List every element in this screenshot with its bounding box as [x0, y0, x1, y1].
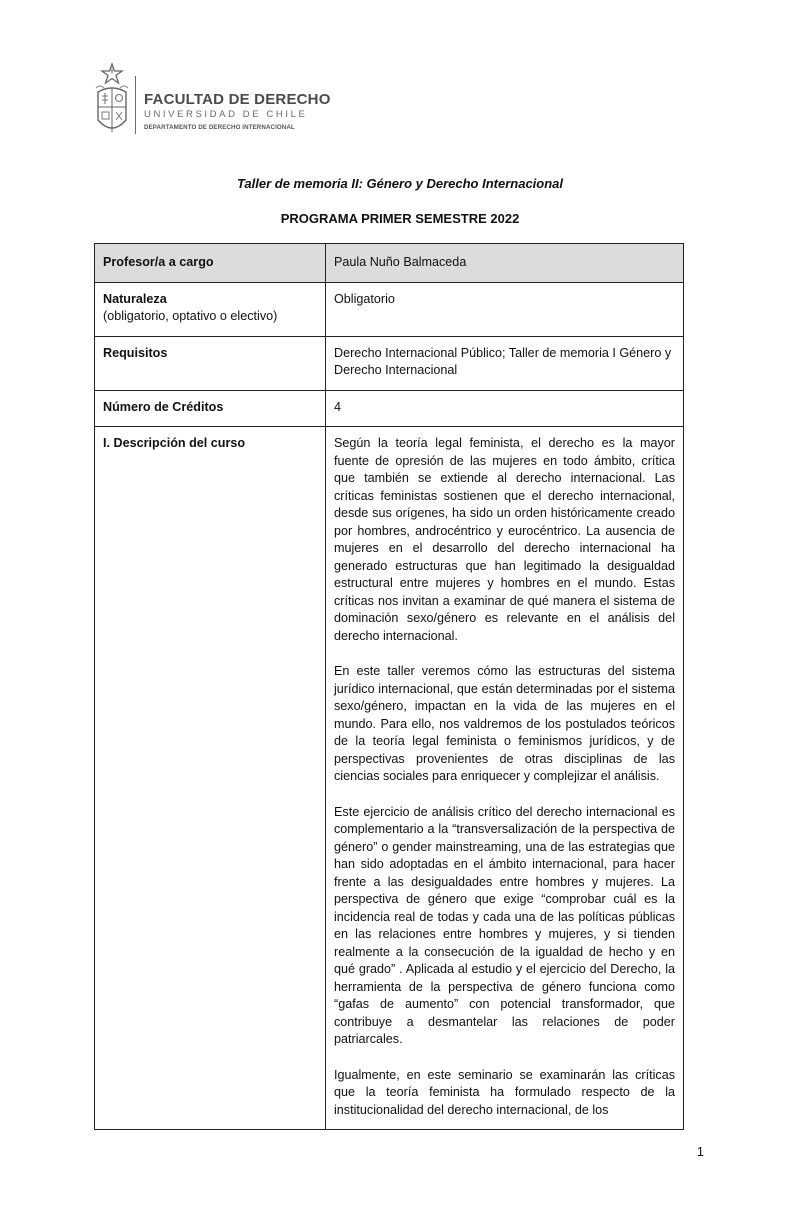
description-paragraph: En este taller veremos cómo las estructuras del sistema jurídico internacional, que están determinadas por el sistema sexo/género, impactan en la vida de las mujeres en el mundo. Para ello, nos valdremos de los postulados teóricos de la teoría legal feminista o feminismos jurídicos, y de perspectivas provenientes de otras disciplinas de las ciencias sociales para enriquecer y complejizar el análisis.: [334, 664, 675, 783]
row-label: I. Descripción del curso: [95, 427, 326, 1130]
table-row: [95, 336, 684, 390]
course-description: [326, 427, 684, 1130]
faculty-name: FACULTAD DE DERECHO: [144, 91, 331, 108]
program-table: [94, 243, 684, 1130]
university-name: UNIVERSIDAD DE CHILE: [144, 109, 308, 120]
row-value: Derecho Internacional Público; Taller de memoria I Género y Derecho Internacional: [326, 336, 684, 390]
table-row: [95, 244, 684, 283]
row-value: 4: [326, 390, 684, 427]
university-crest-icon: [92, 62, 132, 140]
header-divider: [135, 76, 136, 134]
table-row: [95, 390, 684, 427]
row-sublabel: (obligatorio, optativo o electivo): [103, 309, 278, 323]
row-value: Obligatorio: [326, 282, 684, 336]
course-title: Taller de memoria II: Género y Derecho Internacional: [236, 176, 564, 191]
row-label-cell: [95, 282, 326, 336]
description-paragraph: Según la teoría legal feminista, el derecho es la mayor fuente de opresión de las mujeres en todo ámbito, crítica que también se extiende al derecho internacional. Las críticas feministas sostienen que el derecho internacional, desde sus orígenes, ha sido un orden históricamente creado por hombres, androcéntrico y eurocéntrico. La ausencia de mujeres en el desarrollo del derecho internacional ha generado estructuras que han legitimado la desigualdad estructural entre mujeres y hombres en el mundo. Estas críticas nos invitan a examinar de qué manera el sistema de dominación sexo/género es relevante en el análisis del derecho internacional.: [334, 436, 675, 643]
program-subtitle: PROGRAMA PRIMER SEMESTRE 2022: [280, 211, 520, 226]
table-row: [95, 282, 684, 336]
row-label: Profesor/a a cargo: [95, 244, 326, 283]
row-label: Requisitos: [95, 336, 326, 390]
department-name: DEPARTAMENTO DE DERECHO INTERNACIONAL: [144, 124, 295, 131]
description-paragraph: Igualmente, en este seminario se examinarán las críticas que la teoría feminista ha formulado respecto de la institucionalidad del derecho internacional, de los: [334, 1067, 675, 1117]
letterhead: [92, 62, 412, 140]
table-row: [95, 427, 684, 1130]
row-label: Naturaleza: [103, 291, 167, 306]
page-number: 1: [696, 1144, 704, 1159]
row-value: Paula Nuño Balmaceda: [326, 244, 684, 283]
brand-block: [144, 92, 331, 133]
row-label: Número de Créditos: [95, 390, 326, 427]
description-paragraph: Este ejercicio de análisis crítico del derecho internacional es complementario a la “transversalización de la perspectiva de género” o gender mainstreaming, una de las estrategias que han sido adoptadas en el ámbito internacional, para hacer frente a las desigualdades entre hombres y mujeres. La perspectiva de género que exige “comprobar cuál es la incidencia real de todas y cada una de las políticas públicas en las relaciones entre hombres y mujeres, y si tienden realmente a la consecución de la igualdad de hecho y en qué grado” . Aplicada al estudio y el ejercicio del Derecho, la herramienta de la perspectiva de género funciona como “gafas de aumento” con potencial transformador, que contribuye a desmantelar las relaciones de poder patriarcales.: [334, 804, 675, 1046]
